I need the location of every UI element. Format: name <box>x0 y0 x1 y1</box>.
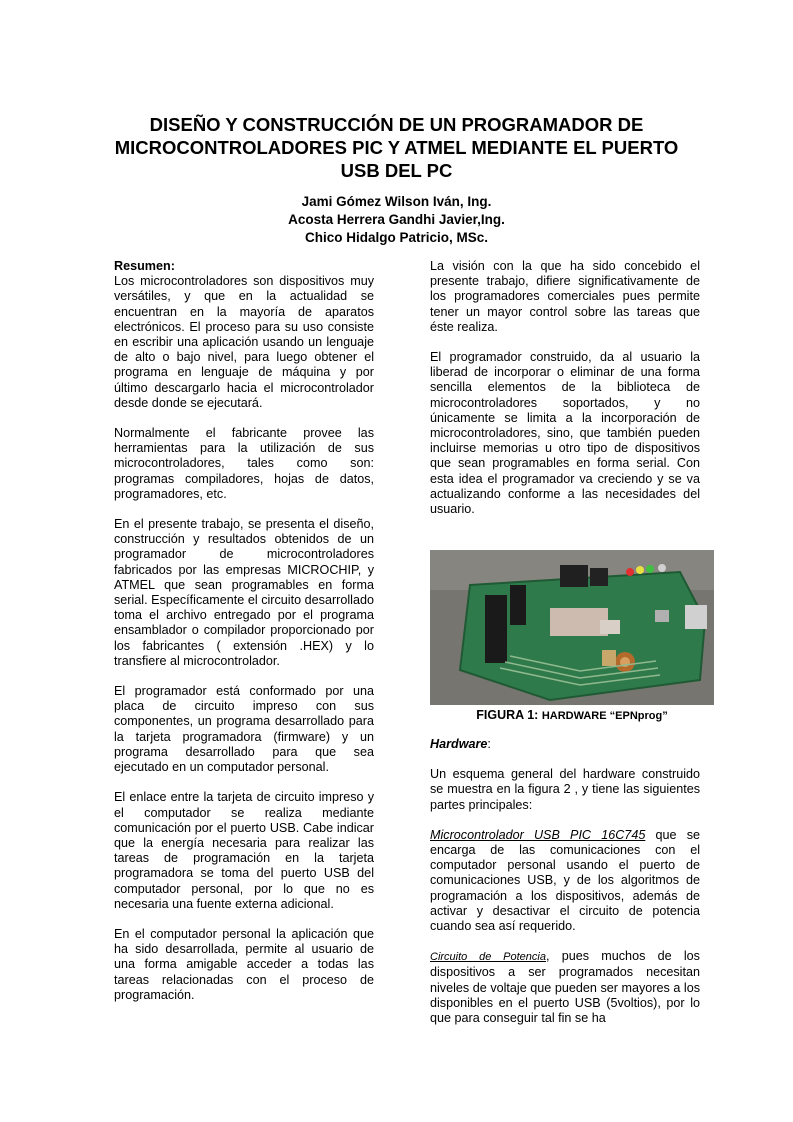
hardware-paragraph-1: Un esquema general del hardware construido se muestra en la figura 2 , y tiene las siguientes partes principales: <box>430 767 700 812</box>
paper-title <box>60 113 733 182</box>
microcontroller-term: Microcontrolador USB PIC 16C745 <box>430 827 646 842</box>
right-column-lower <box>430 737 700 1041</box>
figure-caption-label: FIGURA 1: <box>476 708 542 722</box>
author-2: Acosta Herrera Gandhi Javier,Ing. <box>288 212 505 227</box>
hardware-heading-colon: : <box>487 737 491 751</box>
hardware-heading: Hardware <box>430 737 488 751</box>
hardware-heading-line <box>430 737 700 752</box>
intro-paragraph-1: La visión con la que ha sido concebido el presente trabajo, difiere significativamente de los programadores comerciales pues permite tener un mayor control sobre las tareas que éste realiza. <box>430 259 700 334</box>
hardware-paragraph-3 <box>430 949 700 1026</box>
figure-caption <box>430 708 714 722</box>
abstract-paragraph-1 <box>114 259 374 411</box>
figure-caption-text: HARDWARE “EPNprog” <box>541 710 668 722</box>
power-circuit-term: Circuito de Potencia <box>430 951 546 964</box>
title-line-1: DISEÑO Y CONSTRUCCIÓN DE UN PROGRAMADOR DE <box>149 114 644 135</box>
abstract-paragraph-6: En el computador personal la aplicación que ha sido desarrollada, permite al usuario de una forma amigable acceder a todas las tareas relacionadas con el proceso de programación. <box>114 926 374 1002</box>
abstract-heading: Resumen: <box>114 259 175 273</box>
author-1: Jami Gómez Wilson Iván, Ing. <box>301 194 492 209</box>
right-column <box>430 259 700 532</box>
author-list <box>60 193 733 247</box>
microcontroller-description: que se encarga de las comunicaciones con el computador personal usando el puerto de comunicaciones USB, y de los algoritmos de programación a los dispositivos, además de activar y desactivar el circuito de potencia cuando sea así requerido. <box>430 827 700 934</box>
abstract-paragraph-3: En el presente trabajo, se presenta el diseño, construcción y resultados obtenidos de un programador de microcontroladores fabricados por las empresas MICROCHIP, y ATMEL que sean programables en forma serial. Específicamente el circuito desarrollado toma el archivo entregado por el programa ensamblador o compilador proporcionado por los fabricantes ( extensión .HEX) y lo transfiere al microcontrolador. <box>114 517 374 668</box>
hardware-photo <box>430 550 714 705</box>
title-line-3: USB DEL PC <box>340 160 453 181</box>
abstract-text-1: Los microcontroladores son dispositivos muy versátiles, y que en la actualidad se encuentran en la mayoría de aparatos electrónicos. El proceso para su uso consiste en escribir una aplicación usando un lenguaje de alto o bajo nivel, para luego obtener el programa en lenguaje de máquina y por último descargarlo hacia el microcontrolador desde donde se ejecutará. <box>114 274 374 410</box>
left-column <box>114 259 374 1018</box>
abstract-paragraph-5: El enlace entre la tarjeta de circuito impreso y el computador se realiza mediante comunicación por el puerto USB. Cabe indicar que la energía necesaria para realizar las tareas de programación en la tarjeta programadora se toma del puerto USB del computador personal, por lo que no es necesaria una fuente externa adicional. <box>114 790 374 911</box>
author-3: Chico Hidalgo Patricio, MSc. <box>304 230 489 245</box>
hardware-paragraph-2 <box>430 828 700 934</box>
circuit-board-image <box>430 550 714 705</box>
title-line-2: MICROCONTROLADORES PIC Y ATMEL MEDIANTE EL PUERTO <box>114 137 679 158</box>
abstract-paragraph-4: El programador está conformado por una placa de circuito impreso con sus componentes, un programa desarrollado para la tarjeta programadora (firmware) y un programa desarrollado para que sea ejecutado en un computador personal. <box>114 684 374 775</box>
power-circuit-description: , pues muchos de los dispositivos a ser programados necesitan niveles de voltaje que pueden ser mayores a los disponibles en el puerto USB (5voltios), por lo que para conseguir tal fin se ha <box>430 949 700 1026</box>
intro-paragraph-2: El programador construido, da al usuario la liberad de incorporar o eliminar de una forma sencilla elementos de la biblioteca de microcontroladores soportados, y no únicamente se limita a la incorporación de microcontroladores, sino, que también pueden incluirse memorias u otro tipo de dispositivos que sean programables en forma serial. Con esta idea el programador va creciendo y se va actualizando conforme a las necesidades del usuario. <box>430 350 700 517</box>
abstract-paragraph-2: Normalmente el fabricante provee las herramientas para la utilización de sus microcontroladores, tales como son: programas compiladores, hojas de datos, programadores, etc. <box>114 426 374 501</box>
